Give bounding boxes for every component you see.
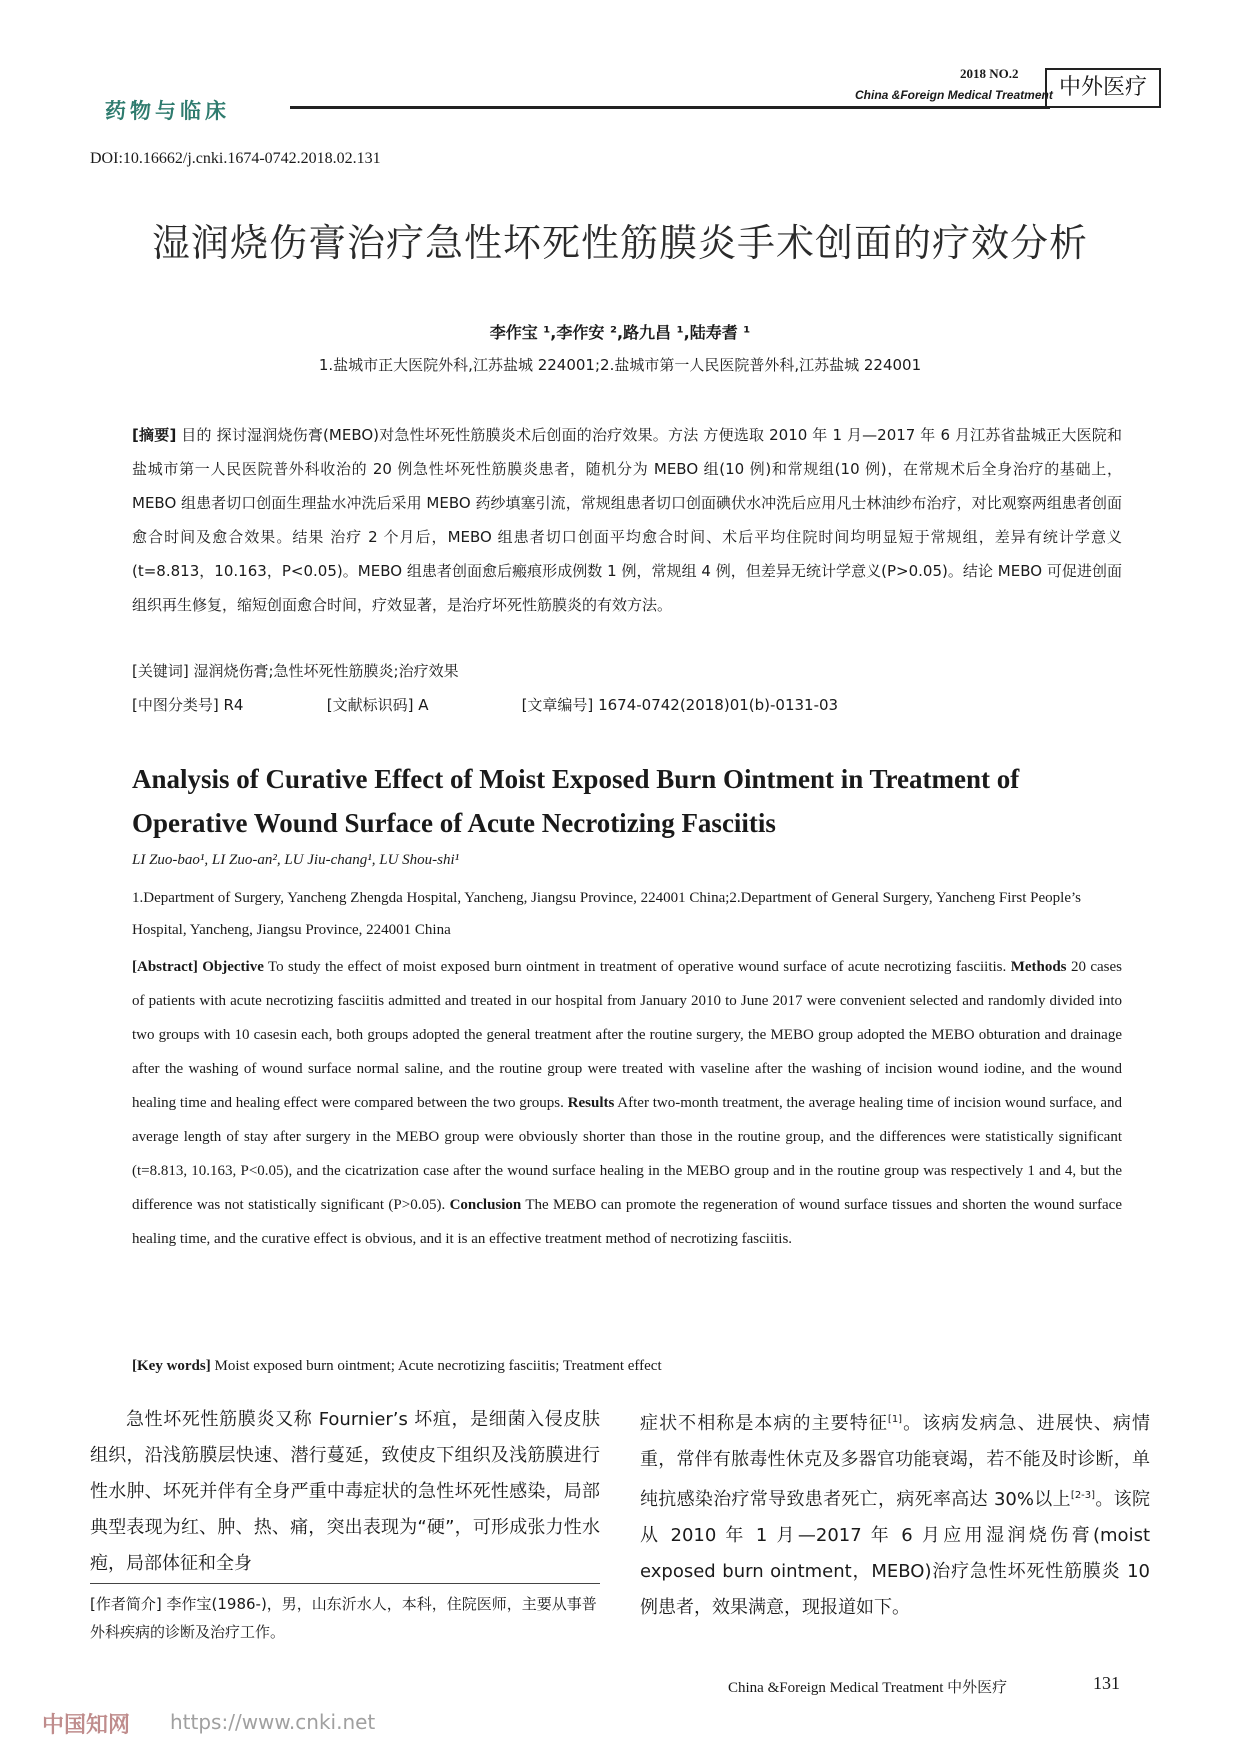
cn-abstract-text: 目的 探讨湿润烧伤膏(MEBO)对急性坏死性筋膜炎术后创面的治疗效果。方法 方便选取 2010 年 1 月—2017 年 6 月江苏省盐城正大医院和盐城市第一人民医院普外科收治的 20 例急性坏死性筋膜炎患者，随机分为 MEBO 组(10 例)和常规组(10 例)，在常规术后全身治疗的基础上，MEBO 组患者切口创面生理盐水冲洗后采用 MEBO 药纱填塞引流，常规组患者切口创面碘伏水冲洗后应用凡士林油纱布治疗，对比观察两组患者创面愈合时间及愈合效果。结果 治疗 2 个月后，MEBO 组患者切口创面平均愈合时间、术后平均住院时间均明显短于常规组，差异有统计学意义(t=8.813，10.163，P<0.05)。MEBO 组患者创面愈后瘢痕形成例数 1 例，常规组 4 例，但差异无统计学意义(P>0.05)。结论 MEBO 可促进创面组织再生修复，缩短创面愈合时间，疗效显著，是治疗坏死性筋膜炎的有效方法。 [132,426,1122,614]
reference-2-3[interactable]: [2-3] [1070,1490,1096,1501]
cn-keywords-label: [关键词] [132,662,189,680]
body-text: 。该病发病急、进展快、病情重，常伴有脓毒性休克及多器官功能衰竭，若不能及时诊断，单纯抗感染治疗常导致患者死亡，病死率高达 30%以上 [640,1413,1151,1510]
journal-name-en: China &Foreign Medical Treatment [855,88,1053,102]
cn-keywords-text: 湿润烧伤膏;急性坏死性筋膜炎;治疗效果 [193,662,459,680]
english-affiliation: 1.Department of Surgery, Yancheng Zhengda Hospital, Yancheng, Jiangsu Province, 224001 China;2.Department of General Surgery, Yancheng First People’s Hospital, Yancheng, Jiangsu Province, 224001 China [132,890,1082,938]
body-text: 症状不相称是本病的主要特征 [640,1413,888,1434]
en-conclusion-label: Conclusion [449,1197,522,1213]
english-keywords [132,1358,662,1375]
en-keywords-text: Moist exposed burn ointment; Acute necrotizing fasciitis; Treatment effect [214,1358,662,1374]
journal-name-cn: 中外医疗 [1045,68,1161,108]
body-column-left: 急性坏死性筋膜炎又称 Fournier’s 坏疽，是细菌入侵皮肤组织，沿浅筋膜层快速、潜行蔓延，致使皮下组织及浅筋膜进行性水肿、坏死并伴有全身严重中毒症状的急性坏死性感染，局部典型表现为红、肿、热、痛，突出表现为“硬”，可形成张力性水疱，局部体征和全身 [90,1409,600,1574]
affiliation: 1.盐城市正大医院外科,江苏盐城 224001;2.盐城市第一人民医院普外科,江苏盐城 224001 [318,356,922,374]
english-abstract [132,950,1122,1256]
article-title: 湿润烧伤膏治疗急性坏死性筋膜炎手术创面的疗效分析 [151,221,1088,265]
footer-journal: China &Foreign Medical Treatment 中外医疗 [728,1680,1008,1696]
footnote-rule [90,1583,600,1584]
english-authors: LI Zuo-bao¹, LI Zuo-an², LU Jiu-chang¹, LU Shou-shi¹ [132,852,460,868]
classification-line [132,694,1122,715]
authors: 李作宝 ¹,李作安 ²,路九昌 ¹,陆寿耆 ¹ [489,323,751,342]
doi[interactable]: DOI:10.16662/j.cnki.1674-0742.2018.02.131 [90,150,381,167]
section-label: 药物与临床 [105,99,230,123]
clc-value: R4 [223,696,244,714]
en-keywords-label: [Key words] [132,1358,211,1374]
header-rule [290,106,1050,109]
en-methods: 20 cases of patients with acute necrotizing fasciitis admitted and treated in our hospital from January 2010 to June 2017 were convenient selected and randomly divided into two groups with 10 casesin each, both groups adopted the general treatment after the routine surgery, the MEBO group adopted the MEBO obturation and drainage after the washing of wound surface normal saline, and the routine group were treated with vaseline after the washing of incision wound iodine, and the wound healing time and healing effect were compared between the two groups. [132,959,1123,1111]
english-title: Analysis of Curative Effect of Moist Exposed Burn Ointment in Treatment of Operative Wound Surface of Acute Necrotizing Fasciitis [132,764,1020,838]
footnote-text: 李作宝(1986-)，男，山东沂水人，本科，住院医师，主要从事普外科疾病的诊断及治疗工作。 [90,1595,597,1641]
cn-keywords [132,660,459,681]
issue-number: 2018 NO.2 [960,66,1019,81]
en-results: After two-month treatment, the average healing time of incision wound surface, and average length of stay after surgery in the MEBO group were obviously shorter than those in the routine group, and the differences were statistically significant (t=8.813, 10.163, P<0.05), and the cicatrization case after the wound surface healing in the MEBO group and in the routine group was respectively 1 and 4, but the difference was not statistically significant (P>0.05). [132,1095,1122,1213]
en-methods-label: Methods [1010,959,1067,975]
cn-abstract [132,418,1122,622]
body-text: 。该院从 2010 年 1 月—2017 年 6 月应用湿润烧伤膏(moist exposed burn ointment，MEBO)治疗急性坏死性筋膜炎 10 例患者，效果满意，现报道如下。 [640,1489,1150,1618]
page-number: 131 [1093,1673,1120,1693]
doc-code-value: A [418,696,429,714]
cnki-watermark-logo: 中国知网 [42,1713,131,1738]
cn-abstract-label: [摘要] [132,426,177,444]
article-number-label: [文章编号] [521,696,594,714]
en-conclusion: The MEBO can promote the regeneration of wound surface tissues and shorten the wound surface healing time, and the curative effect is obvious, and it is an effective treatment method of necrotizing fasciitis. [132,1197,1122,1247]
clc-label: [中图分类号] [132,696,219,714]
body-column-right [640,1402,1150,1626]
article-number-value: 1674-0742(2018)01(b)-0131-03 [598,696,839,714]
reference-1[interactable]: [1] [887,1414,903,1425]
footnote-label: [作者简介] [90,1595,162,1613]
en-abstract-label: [Abstract] Objective [132,959,264,975]
en-objective: To study the effect of moist exposed burn ointment in treatment of operative wound surface of acute necrotizing fasciitis. [268,959,1007,975]
en-results-label: Results [567,1095,615,1111]
author-footnote [90,1590,600,1646]
doc-code-label: [文献标识码] [326,696,414,714]
cnki-watermark-url[interactable]: https://www.cnki.net [170,1710,376,1734]
